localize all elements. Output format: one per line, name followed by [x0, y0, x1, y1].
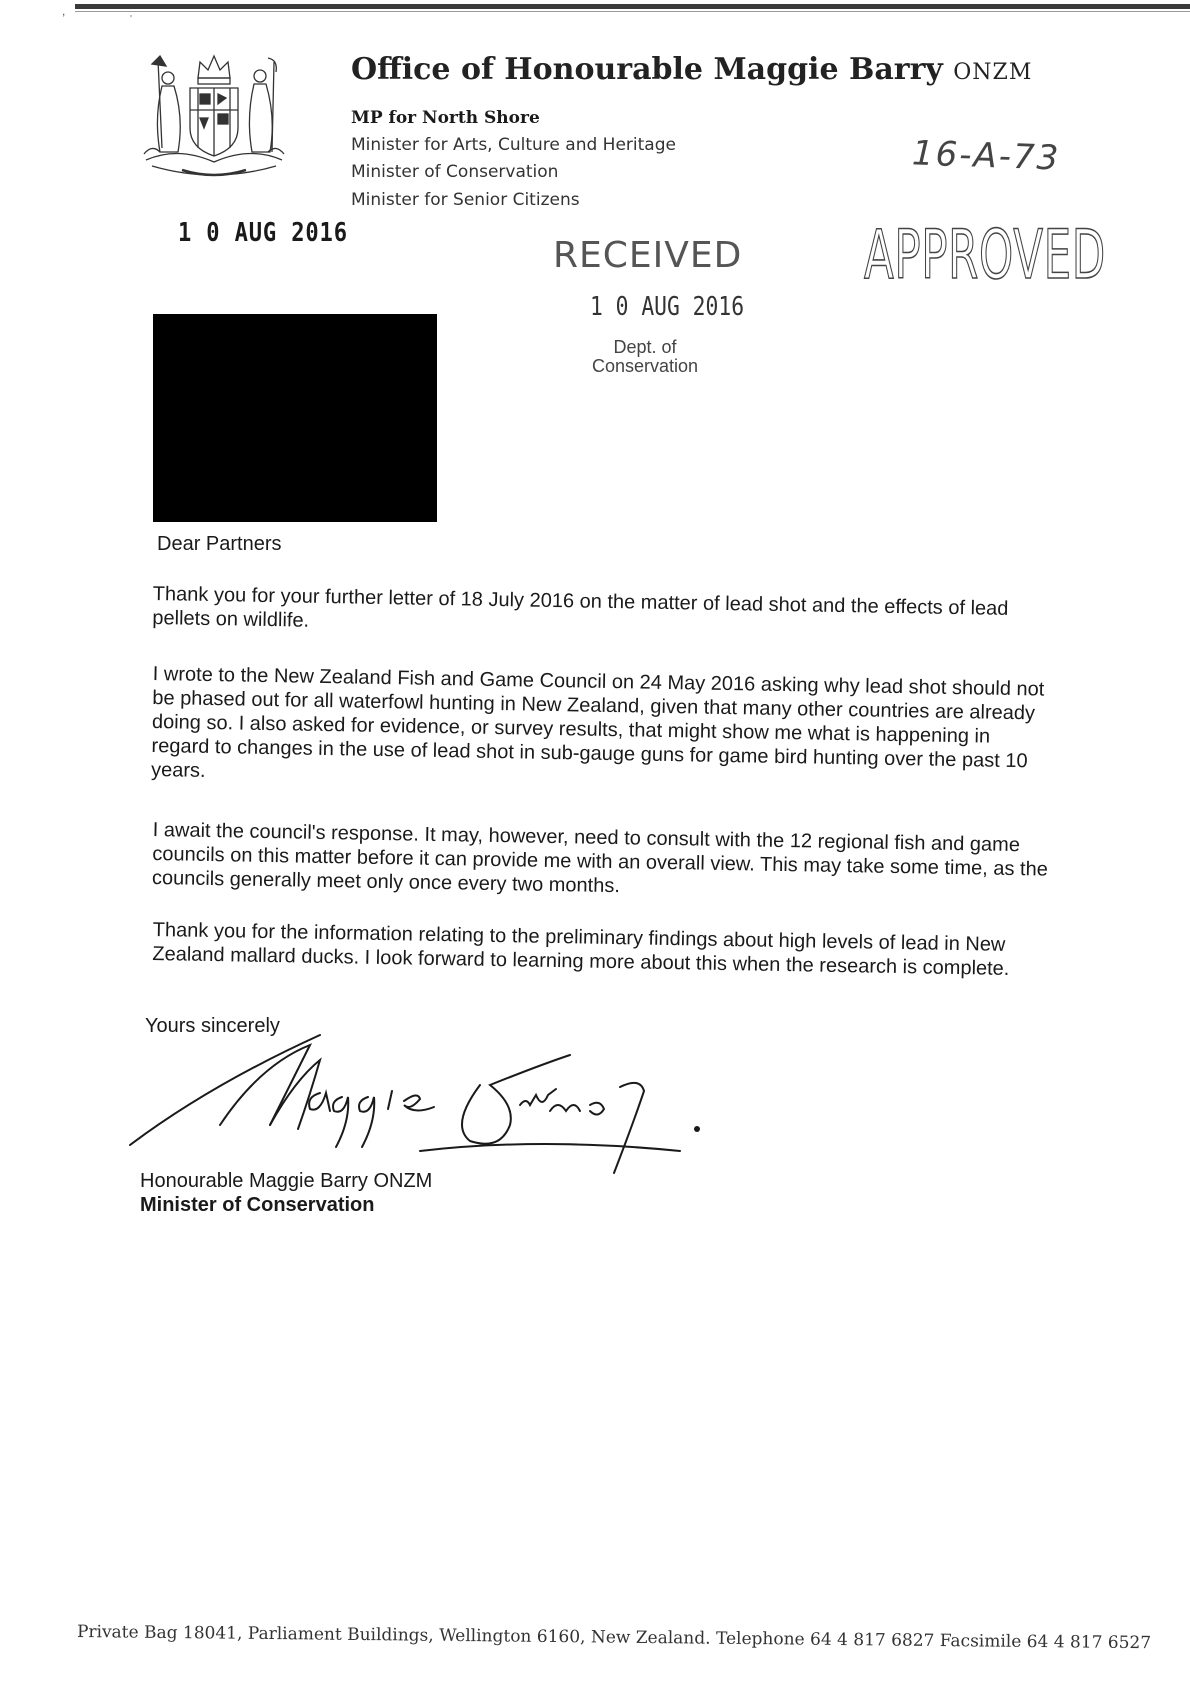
mp-electorate: MP for North Shore — [351, 108, 540, 128]
office-title-text: Office of Honourable Maggie Barry — [351, 52, 943, 87]
received-stamp-department — [590, 338, 700, 376]
closing: Yours sincerely — [145, 1015, 280, 1037]
signer-name: Honourable Maggie Barry ONZM — [140, 1170, 433, 1192]
letter-paragraph: I await the council's response. It may, however, need to consult with the 12 regional fish and game councils on this matter before it can provide me with an overall view. This may take some time, as the councils generally meet only once every two months. — [151, 818, 1049, 898]
scan-mark: , — [62, 4, 66, 18]
footer-address: Private Bag 18041, Parliament Buildings, Wellington 6160, New Zealand. Telephone 64 4 817 6827 Facsimile 64 4 817 6527 — [76, 1622, 1152, 1654]
redacted-address-block — [153, 314, 437, 522]
minister-role: Minister for Senior Citizens — [351, 190, 580, 210]
scan-mark: ' — [130, 14, 132, 25]
handwritten-file-number: 16-A-73 — [911, 133, 1061, 179]
letter-paragraph: Thank you for your further letter of 18 July 2016 on the matter of lead shot and the effects of lead pellets on wildlife. — [152, 582, 1009, 632]
signature-image — [120, 1025, 760, 1185]
top-border-line-thin — [75, 11, 1190, 12]
salutation: Dear Partners — [157, 533, 282, 555]
letter-paragraph: I wrote to the New Zealand Fish and Game Council on 24 May 2016 asking why lead shot should not be phased out for all waterfowl hunting in New Zealand, given that many other countries are already doing so. I also asked for evidence, or survey results, that might show me what is happening in regard to changes in the use of lead shot in sub-gauge guns for game bird hunting over the past 10 years. — [150, 662, 1045, 782]
received-stamp-label: RECEIVED — [553, 235, 743, 276]
date-stamp: 1 0 AUG 2016 — [178, 218, 348, 248]
received-stamp-date: 1 0 AUG 2016 — [590, 292, 745, 322]
signer-title: Minister of Conservation — [140, 1194, 375, 1216]
letter-paragraph: Thank you for the information relating to the preliminary findings about high levels of lead in New Zealand mallard ducks. I look forward to learning more about this when the research is complete. — [152, 918, 1010, 980]
dept-line: Dept. of — [613, 337, 677, 357]
minister-role: Minister for Arts, Culture and Heritage — [351, 135, 676, 155]
dept-line: Conservation — [591, 356, 699, 376]
top-border-line — [75, 4, 1190, 9]
minister-role: Minister of Conservation — [351, 162, 559, 182]
approved-stamp: APPROVED — [864, 216, 1106, 295]
coat-of-arms-icon — [138, 48, 290, 180]
honour-suffix: ONZM — [953, 60, 1033, 85]
office-title — [351, 52, 1032, 87]
